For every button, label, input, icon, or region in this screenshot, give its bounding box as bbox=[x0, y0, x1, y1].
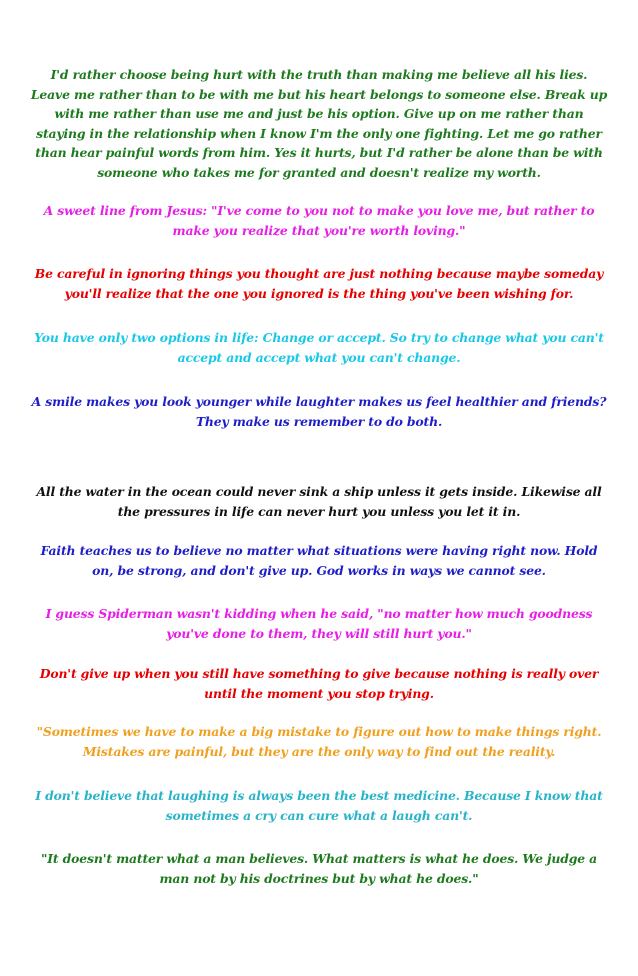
quote-careful-ignoring: Be careful in ignoring things you thought are just nothing because maybe someday you'll realize that the one you ignored is the thing you've been wishing for. bbox=[34, 266, 604, 301]
quote-spiderman: I guess Spiderman wasn't kidding when he said, "no matter how much goodness you've done to them, they will still hurt you." bbox=[45, 606, 593, 641]
quote-change-or-accept: You have only two options in life: Change or accept. So try to change what you can't accept and accept what you can't change. bbox=[34, 330, 604, 365]
quote-faith: Faith teaches us to believe no matter what situations were having right now. Hold on, be strong, and don't give up. God works in ways we cannot see. bbox=[40, 543, 598, 578]
quote-what-a-man-does: "It doesn't matter what a man believes. What matters is what he does. We judge a man not by his doctrines but by what he does." bbox=[40, 851, 598, 886]
quote-laughing-medicine: I don't believe that laughing is always been the best medicine. Because I know that sometimes a cry can cure what a laugh can't. bbox=[35, 788, 603, 823]
quote-water-ocean-ship: All the water in the ocean could never sink a ship unless it gets inside. Likewise all the pressures in life can never hurt you unless you let it in. bbox=[36, 484, 602, 519]
quote-big-mistake: "Sometimes we have to make a big mistake to figure out how to make things right. Mistakes are painful, but they are the only way to find out the reality. bbox=[36, 724, 602, 759]
quote-jesus-worth-loving: A sweet line from Jesus: "I've come to you not to make you love me, but rather to make you realize that you're worth loving." bbox=[43, 203, 595, 238]
quote-truth-over-lies: I'd rather choose being hurt with the truth than making me believe all his lies. Leave me rather than to be with me but his heart belongs to someone else. Break up with me rather than use me and just be his option. Give up on me rather than staying in the relationship when I know I'm the only one fighting. Let me go rather than hear painful words from him. Yes it hurts, but I'd rather be alone than be with someone who takes me for granted and doesn't realize my worth. bbox=[30, 67, 608, 180]
quote-smile-laughter-friends: A smile makes you look younger while laughter makes us feel healthier and friends? They make us remember to do both. bbox=[31, 394, 607, 429]
quote-dont-give-up: Don't give up when you still have something to give because nothing is really over until the moment you stop trying. bbox=[39, 666, 599, 701]
